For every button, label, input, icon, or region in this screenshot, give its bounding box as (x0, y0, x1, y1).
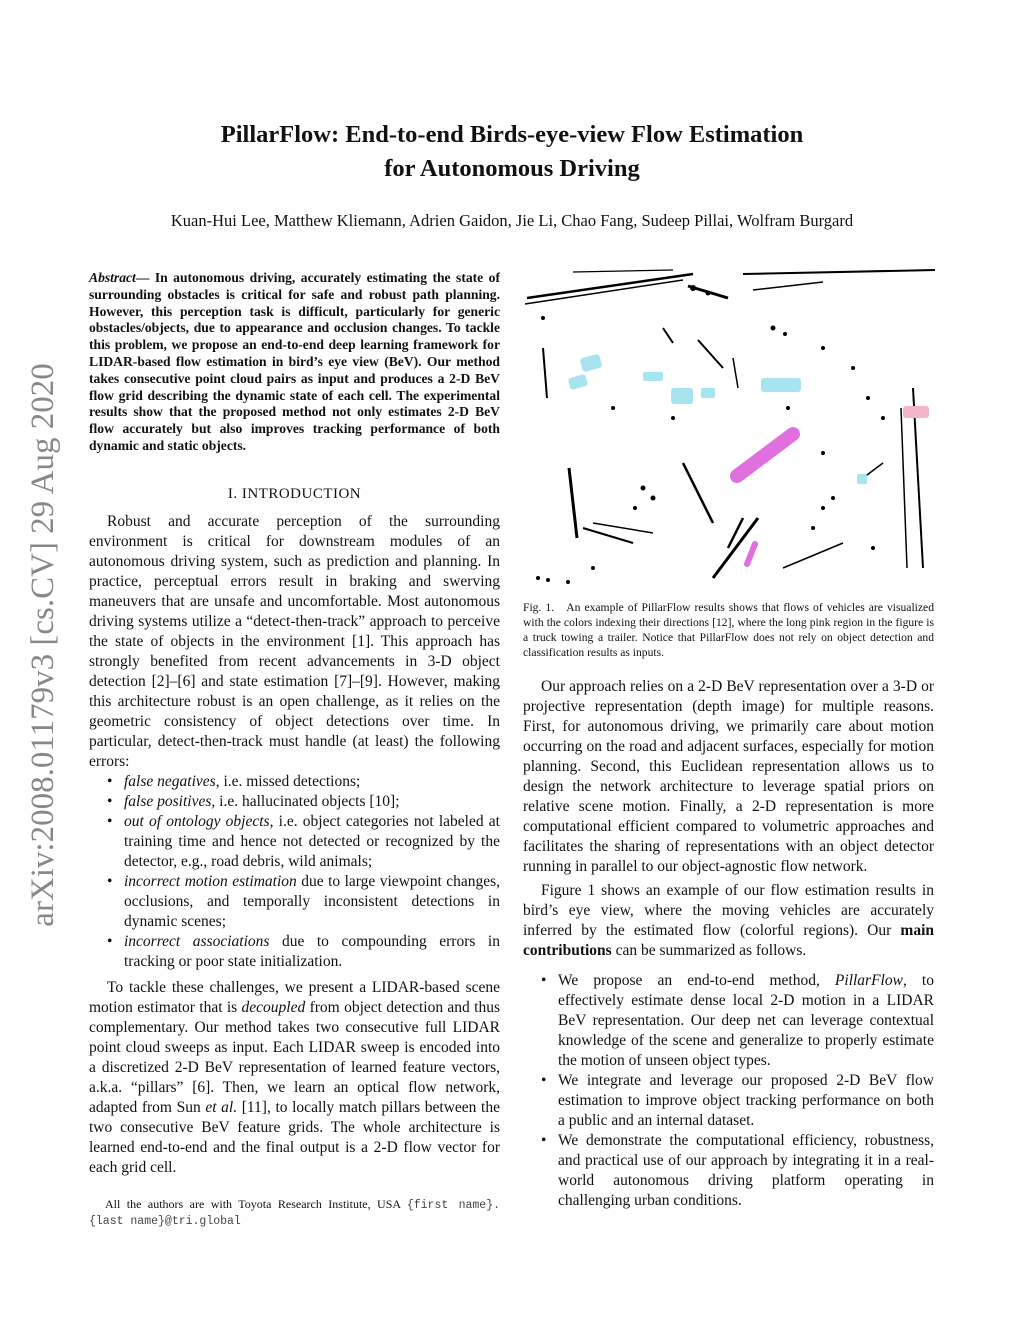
figure-caption (523, 600, 934, 660)
error-desc: due to large viewpoint changes, occlusions, and temporally inconsistent detections in dynamic scenes; (124, 873, 500, 930)
error-list (89, 772, 500, 972)
rp2-text-b: can be summarized as follows. (611, 942, 807, 959)
bullet-icon: • (541, 1132, 547, 1149)
lidar-points (525, 270, 935, 584)
error-term: incorrect motion estimation (124, 873, 297, 890)
contrib-text-a: We propose an end-to-end method, (558, 972, 835, 989)
flow-figure (523, 268, 935, 586)
caption-text: An example of PillarFlow results shows that flows of vehicles are visualized with the colors indexing their directions [12], where the long pink region in the figure is a truck towing a trailer. Notice that PillarFlow does not rely on object detection and classification results as inputs. (523, 601, 934, 659)
list-item (523, 1131, 934, 1211)
list-item (523, 1071, 934, 1131)
rp2-text-a: Figure 1 shows an example of our flow estimation results in bird’s eye view, where the moving vehicles are accurately inferred by the estimated flow (colorful regions). Our (523, 882, 934, 939)
contrib-text: We integrate and leverage our proposed 2-D BeV flow estimation to improve object tracking performance on both a public and an internal dataset. (558, 1072, 934, 1129)
rp2-bold: main contributions (523, 922, 934, 959)
contrib-text-b: , to effectively estimate dense local 2-D motion in a LIDAR BeV representation. Our deep net can leverage contextual knowledge of the scene and generalize to properly estimate the motion of unseen object types. (558, 972, 934, 1069)
error-desc: , i.e. missed detections; (215, 773, 361, 790)
bullet-icon: • (107, 933, 113, 950)
bullet-icon: • (107, 793, 113, 810)
error-term: out of ontology objects (124, 813, 270, 830)
contributions-list (523, 971, 934, 1211)
footnote-email: {first name}.{last name}@tri.global (89, 1199, 500, 1228)
list-item (89, 812, 500, 872)
list-item (89, 932, 500, 972)
list-item (89, 792, 500, 812)
error-desc: due to compounding errors in tracking or poor state initialization. (124, 933, 500, 970)
caption-label: Fig. 1. (523, 601, 555, 614)
title-line-1: PillarFlow: End-to-end Birds-eye-view Flow Estimation (220, 121, 804, 148)
list-item (89, 872, 500, 932)
title-line-2: for Autonomous Driving (384, 155, 640, 182)
list-item (523, 971, 934, 1071)
error-term: false negatives (124, 773, 216, 790)
list-item (89, 772, 500, 792)
right-paragraph-1: Our approach relies on a 2-D BeV representation over a 3-D or projective representation (depth image) for multiple reasons. First, for autonomous driving, we primarily care about motion occurring on the road and adjacent surfaces, especially for motion planning. Second, this Euclidean representation allows us to design the network architecture to leverage spatial priors on relative scene motion. Finally, a 2-D representation is more computational efficient compared to volumetric approaches and facilitates the sharing of representations with an object detector running in parallel to our object-agnostic flow network. (523, 678, 934, 875)
bullet-icon: • (107, 813, 113, 830)
right-column-body (523, 677, 934, 1211)
contrib-emphasis: PillarFlow (834, 972, 903, 989)
p2-emphasis: decoupled (241, 999, 306, 1016)
arxiv-identifier: arXiv:2008.01179v3 [cs.CV] 29 Aug 2020 (25, 363, 61, 927)
p2-emphasis-2: et al. (205, 1099, 238, 1116)
author-list: Kuan-Hui Lee, Matthew Kliemann, Adrien Gaidon, Jie Li, Chao Fang, Sudeep Pillai, Wolfram Burgard (170, 211, 854, 230)
right-paragraph-2 (523, 881, 934, 961)
footnote-text: All the authors are with Toyota Research Institute, USA (105, 1197, 407, 1211)
intro-paragraph-2 (89, 978, 500, 1178)
error-term: incorrect associations (124, 933, 270, 950)
bullet-icon: • (107, 873, 113, 890)
abstract-label: Abstract (89, 270, 136, 285)
error-desc: , i.e. object categories not labeled at training time and hence not detected or recognized by the detector, e.g., road debris, wild animals; (124, 813, 500, 870)
footnote (89, 1197, 500, 1229)
paper-title (0, 118, 1024, 186)
bullet-icon: • (107, 773, 113, 790)
contrib-text: We demonstrate the computational efficiency, robustness, and practical use of our approach by integrating it in a real-world autonomous driving platform operating in challenging urban conditions. (558, 1132, 934, 1209)
abstract-text: — In autonomous driving, accurately estimating the state of surrounding obstacles is critical for safe and robust path planning. However, this perception task is difficult, particularly for generic obstacles/objects, due to appearance and occlusion changes. To tackle this problem, we propose an end-to-end deep learning framework for LIDAR-based flow estimation in bird’s eye view (BeV). Our method takes consecutive point cloud pairs as input and produces a 2-D BeV flow grid describing the dynamic state of each cell. The experimental results show that the proposed method not only estimates 2-D BeV flow accurately but also improves tracking performance of both dynamic and static objects. (89, 270, 500, 453)
intro-paragraph-1: Robust and accurate perception of the surrounding environment is critical for downstream modules of an autonomous driving system, such as prediction and planning. In practice, perceptual errors result in braking and swerving maneuvers that are unsafe and uncomfortable. Most autonomous driving systems utilize a “detect-then-track” approach to perceive the state of objects in the environment [1]. This approach has strongly benefited from recent advancements in 3-D object detection [2]–[6] and state estimation [7]–[9]. However, making this architecture robust is an open challenge, as it relies on the geometric consistency of object detections over time. In particular, detect-then-track must handle (at least) the following errors: (89, 513, 500, 770)
p2-text-c: [11], to locally match pillars between the two consecutive BeV feature grids. The whole architecture is learned end-to-end and the final output is a 2-D flow vector for each grid cell. (89, 1099, 500, 1176)
error-desc: , i.e. hallucinated objects [10]; (211, 793, 400, 810)
error-term: false positives (124, 793, 212, 810)
section-heading-introduction: I. INTRODUCTION (227, 486, 362, 502)
intro-body (89, 512, 500, 1178)
bullet-icon: • (541, 972, 547, 989)
bullet-icon: • (541, 1072, 547, 1089)
p2-text-a: To tackle these challenges, we present a LIDAR-based scene motion estimator that is (89, 979, 500, 1016)
abstract (89, 270, 500, 455)
p2-text-b: from object detection and thus complementary. Our method takes two consecutive full LIDAR point cloud sweeps as input. Each LIDAR sweep is encoded into a discretized 2-D BeV representation of learned feature vectors, a.k.a. “pillars” [6]. Then, we learn an optical flow network, adapted from Sun (89, 999, 500, 1116)
